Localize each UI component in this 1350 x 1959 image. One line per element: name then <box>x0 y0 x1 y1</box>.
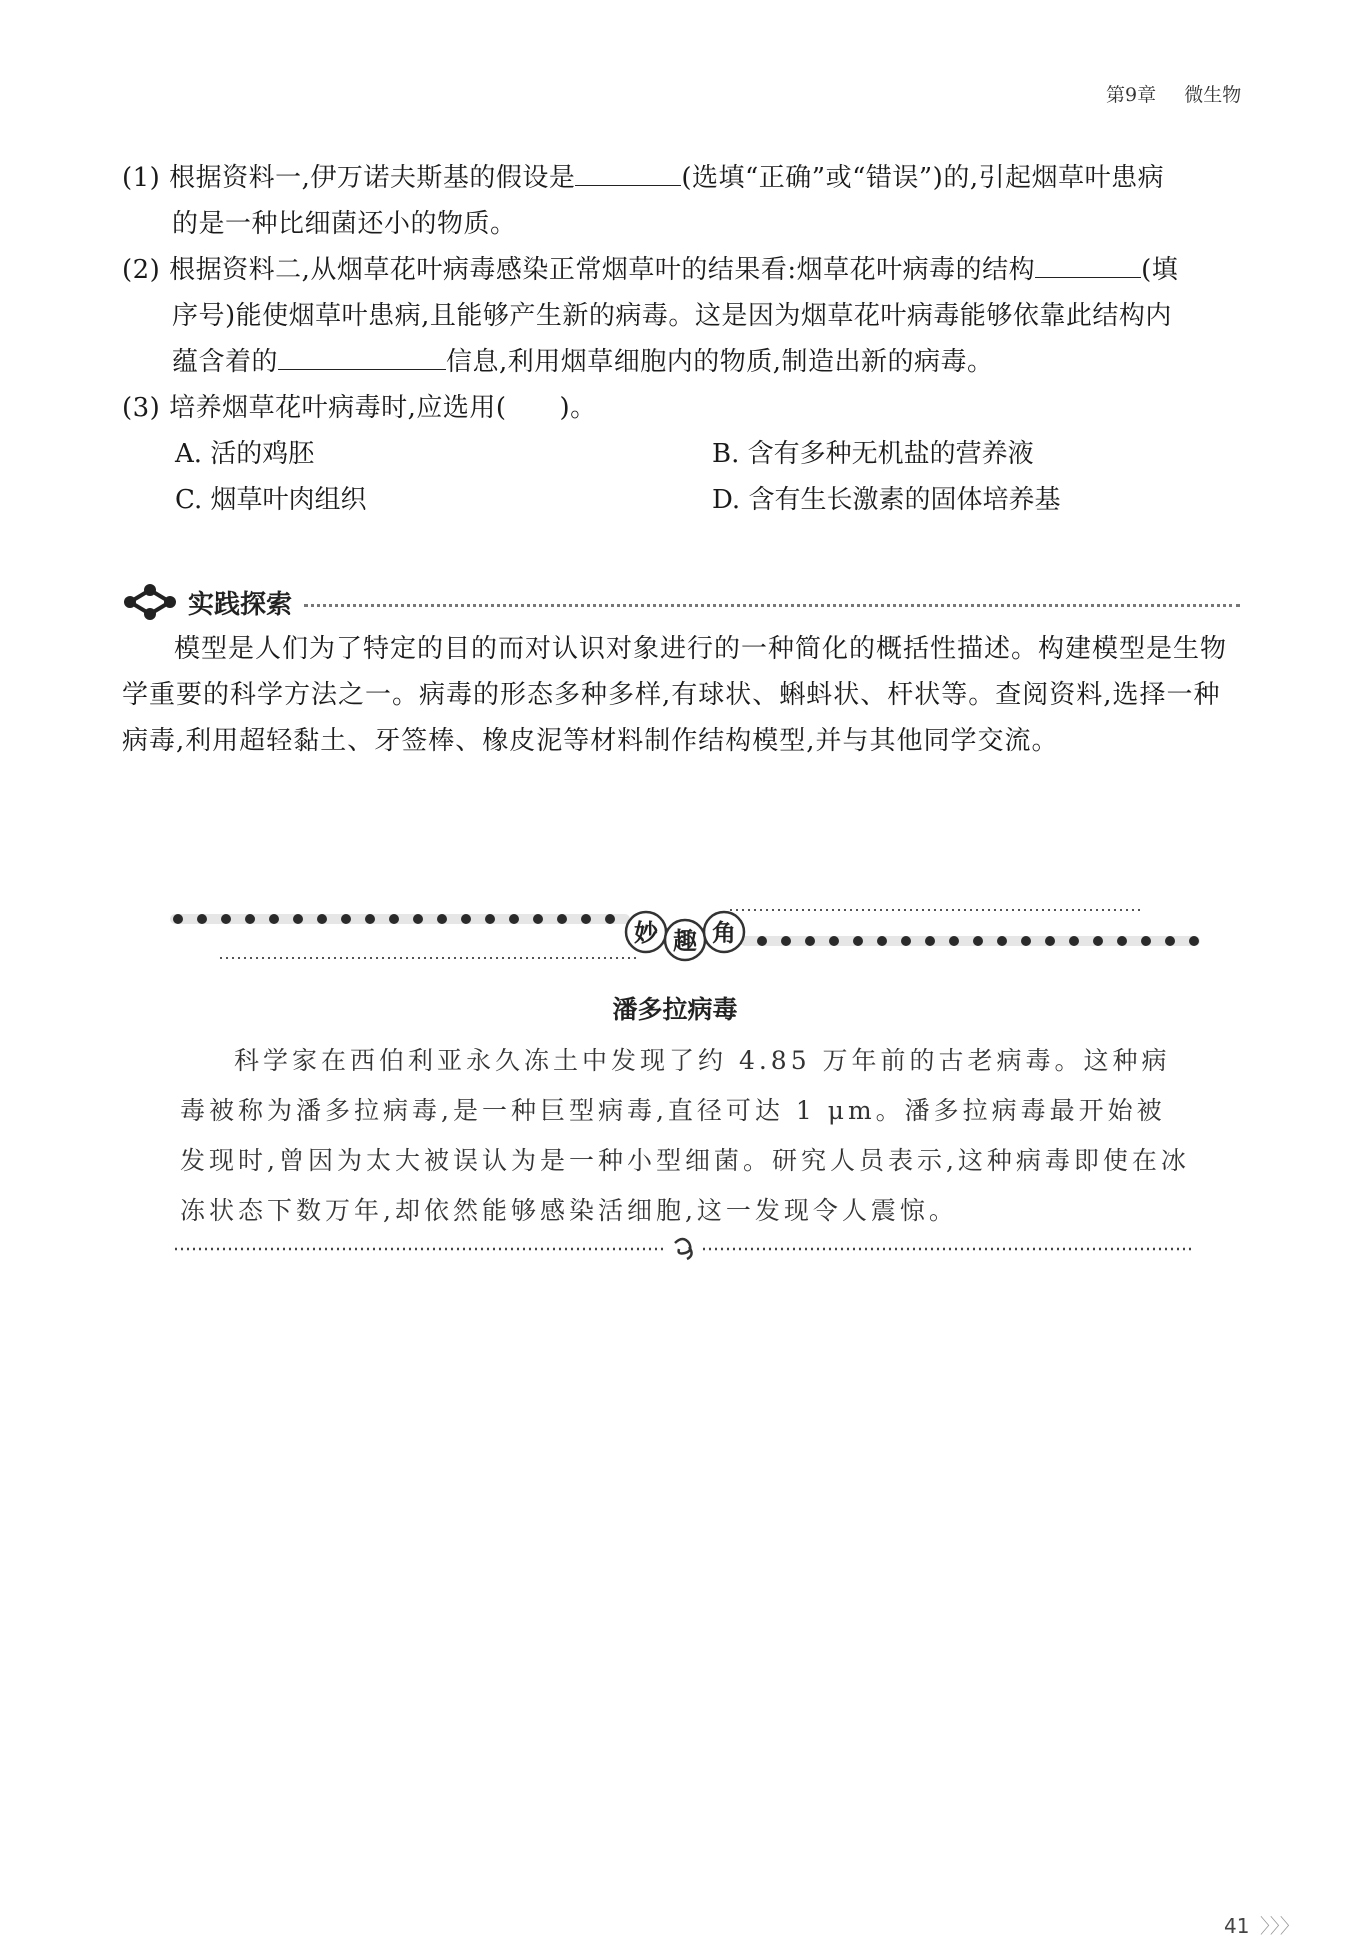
banner-dot <box>389 914 399 924</box>
banner-dot <box>1189 936 1199 946</box>
fun-corner-char-1: 妙 <box>634 919 658 947</box>
banner-dot <box>997 936 1007 946</box>
option-a[interactable]: A. 活的鸡胚 <box>175 439 315 469</box>
banner-dot <box>221 914 231 924</box>
banner-dot <box>557 914 567 924</box>
question-1-line-1 <box>122 155 1164 201</box>
banner-dot <box>829 936 839 946</box>
molecule-icon <box>120 582 180 622</box>
running-header <box>1106 80 1286 107</box>
banner-dot <box>437 914 447 924</box>
story-title: 潘多拉病毒 <box>612 995 738 1024</box>
question-1-text-b: (选填“正确”或“错误”)的,引起烟草叶患病 <box>681 163 1165 193</box>
banner-dot <box>925 936 935 946</box>
page-footer <box>1224 1910 1300 1939</box>
chevron-right-icon: 〉〉〉 <box>1259 1914 1300 1938</box>
fun-corner-banner <box>170 900 1200 970</box>
banner-dot <box>757 936 767 946</box>
answer-blank-3[interactable] <box>278 341 446 370</box>
question-3-stem <box>122 385 597 431</box>
question-1-number: (1) <box>122 163 161 193</box>
banner-dot <box>581 914 591 924</box>
practice-section-header <box>120 580 1240 624</box>
banner-dot <box>901 936 911 946</box>
question-2-text-d: 信息,利用烟草细胞内的物质,制造出新的病毒。 <box>446 347 994 377</box>
ornament-icon <box>675 1239 692 1259</box>
banner-dot <box>805 936 815 946</box>
banner-dot <box>853 936 863 946</box>
banner-dot <box>197 914 207 924</box>
banner-dot <box>485 914 495 924</box>
banner-dot <box>509 914 519 924</box>
banner-dot <box>973 936 983 946</box>
question-3-number: (3) <box>122 393 161 423</box>
banner-dot <box>245 914 255 924</box>
question-2-text-b: (填 <box>1141 255 1179 285</box>
question-2-line-2: 序号)能使烟草叶患病,且能够产生新的病毒。这是因为烟草花叶病毒能够依靠此结构内 <box>172 301 1172 331</box>
practice-paragraph: 模型是人们为了特定的目的而对认识对象进行的一种简化的概括性描述。构建模型是生物学重要的科学方法之一。病毒的形态多种多样,有球状、蝌蚪状、杆状等。查阅资料,选择一种病毒,利用超轻黏土、牙签棒、橡皮泥等材料制作结构模型,并与其他同学交流。 <box>122 634 1228 756</box>
option-c[interactable]: C. 烟草叶肉组织 <box>175 485 367 515</box>
question-2-line-3 <box>172 339 994 385</box>
option-d[interactable]: D. 含有生长激素的固体培养基 <box>712 485 1061 515</box>
section-end-rule <box>175 1235 1195 1261</box>
answer-blank-1[interactable] <box>575 157 681 186</box>
banner-dot <box>1069 936 1079 946</box>
fun-corner-char-2: 趣 <box>673 927 697 955</box>
banner-dot <box>533 914 543 924</box>
banner-dot <box>413 914 423 924</box>
story-paragraph: 科学家在西伯利亚永久冻土中发现了约 4.85 万年前的古老病毒。这种病毒被称为潘多拉病毒,是一种巨型病毒,直径可达 1 μm。潘多拉病毒最开始被发现时,曾因为太大被误认为是一种小型细菌。研究人员表示,这种病毒即使在冰冻状态下数万年,却依然能够感染活细胞,这一发现令人震惊。 <box>180 1046 1190 1225</box>
answer-blank-2[interactable] <box>1035 249 1141 278</box>
question-2-line-1 <box>122 247 1178 293</box>
page-number: 41 <box>1224 1914 1250 1938</box>
question-1-text-a: 根据资料一,伊万诺夫斯基的假设是 <box>169 163 576 193</box>
question-1-line-2: 的是一种比细菌还小的物质。 <box>172 209 517 239</box>
question-2-number: (2) <box>122 255 161 285</box>
dotted-rule <box>304 604 1240 607</box>
banner-dot <box>1045 936 1055 946</box>
banner-dot <box>1165 936 1175 946</box>
banner-dot <box>341 914 351 924</box>
question-2-text-c: 蕴含着的 <box>172 347 279 377</box>
banner-dot <box>781 936 791 946</box>
banner-dot <box>1117 936 1127 946</box>
banner-dot <box>173 914 183 924</box>
banner-dot <box>269 914 279 924</box>
banner-dot <box>605 914 615 924</box>
question-3-text: 培养烟草花叶病毒时,应选用( )。 <box>169 393 597 423</box>
banner-dot <box>877 936 887 946</box>
chapter-title: 微生物 <box>1184 84 1242 106</box>
chapter-number: 第9章 <box>1106 84 1157 106</box>
practice-title: 实践探索 <box>188 589 293 620</box>
banner-dot <box>293 914 303 924</box>
banner-dot <box>1021 936 1031 946</box>
option-b[interactable]: B. 含有多种无机盐的营养液 <box>712 439 1034 469</box>
banner-dot <box>317 914 327 924</box>
banner-dot <box>365 914 375 924</box>
banner-dot <box>949 936 959 946</box>
banner-dot <box>1093 936 1103 946</box>
question-2-text-a: 根据资料二,从烟草花叶病毒感染正常烟草叶的结果看:烟草花叶病毒的结构 <box>169 255 1036 285</box>
banner-dot <box>461 914 471 924</box>
banner-dot <box>1141 936 1151 946</box>
fun-corner-char-3: 角 <box>712 919 736 947</box>
